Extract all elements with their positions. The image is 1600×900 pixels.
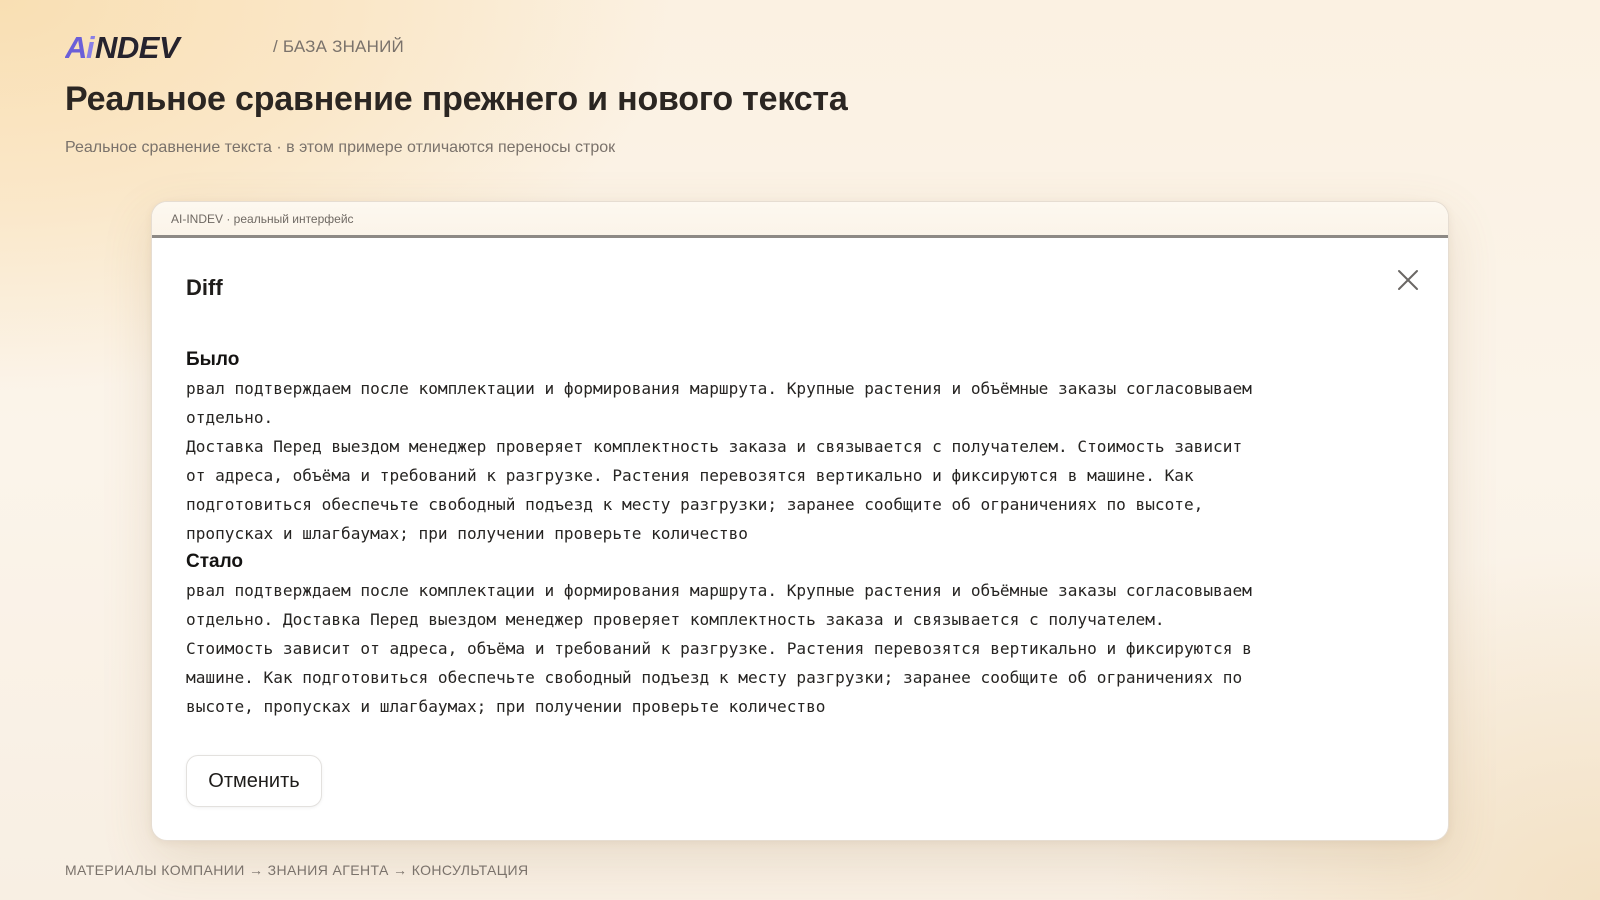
page-subtitle: Реальное сравнение текста · в этом примере отличаются переносы строк (65, 139, 616, 156)
before-text: рвал подтверждаем после комплектации и формирования маршрута. Крупные растения и объёмные заказы согласовываем отдельно. Доставка Перед выездом менеджер проверяет комплектность заказа и связывается с получателем. Стоимость зависит от адреса, объёма и требований к разгрузке. Растения перевозятся вертикально и фиксируются в машине. Как подготовиться обеспечьте свободный подъезд к месту разгрузки; заранее сообщите об ограничениях по высоте, пропусках и шлагбаумах; при получении проверьте количество (186, 379, 1252, 543)
logo-icon (65, 33, 251, 61)
diff-body (186, 346, 1418, 721)
svg-text:A: A (65, 33, 87, 61)
frame-bar-label: AI-INDEV · реальный интерфейс (171, 211, 354, 226)
svg-text:NDEV: NDEV (95, 33, 180, 61)
svg-text:i: i (86, 33, 95, 61)
frame-bar (152, 202, 1448, 238)
cancel-button[interactable]: Отменить (186, 755, 322, 807)
modal-title: Diff (186, 275, 223, 300)
after-label: Стало (186, 551, 244, 572)
brand-row (65, 32, 404, 62)
page-title: Реальное сравнение прежнего и нового текста (65, 80, 848, 118)
close-icon (1396, 268, 1420, 292)
before-label: Было (186, 349, 240, 370)
breadcrumb[interactable]: / БАЗА ЗНАНИЙ (273, 37, 404, 56)
aindev-logo[interactable] (65, 32, 251, 62)
after-text: рвал подтверждаем после комплектации и формирования маршрута. Крупные растения и объёмные заказы согласовываем отдельно. Доставка Перед выездом менеджер проверяет комплектность заказа и связывается с получателем. Стоимость зависит от адреса, объёма и требований к разгрузке. Растения перевозятся вертикально и фиксируются в машине. Как подготовиться обеспечьте свободный подъезд к месту разгрузки; заранее сообщите об ограничениях по высоте, пропусках и шлагбаумах; при получении проверьте количество (186, 581, 1252, 716)
interface-frame (151, 201, 1449, 841)
footer-breadcrumb: МАТЕРИАЛЫ КОМПАНИИ → ЗНАНИЯ АГЕНТА → КОНСУЛЬТАЦИЯ (65, 862, 529, 878)
close-button[interactable] (1392, 264, 1424, 296)
